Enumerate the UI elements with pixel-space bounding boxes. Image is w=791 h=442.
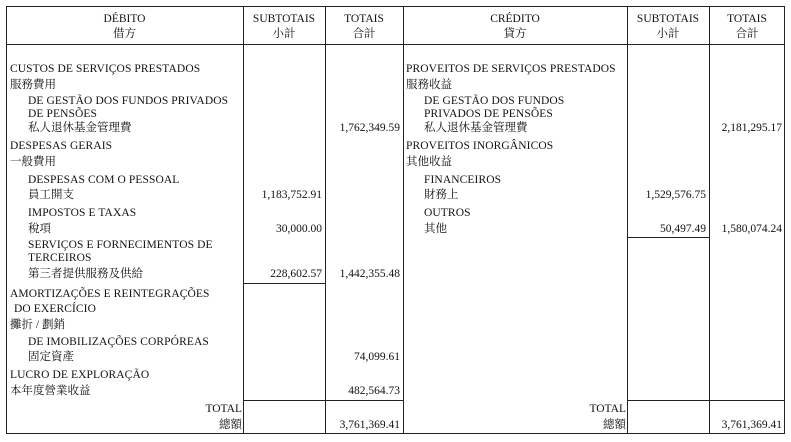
debit-profit: LUCRO DE EXPLORAÇÃO xyxy=(10,369,150,381)
header-totals-zh: 合計 xyxy=(352,28,376,40)
debit-services-costs-zh: 服務費用 xyxy=(10,79,56,91)
debit-third-party-sub: 228,602.57 xyxy=(270,268,322,280)
debit-staff: DESPESAS COM O PESSOAL xyxy=(28,174,180,186)
debit-fixed-total: 74,099.61 xyxy=(354,351,400,363)
debit-services-costs: CUSTOS DE SERVIÇOS PRESTADOS xyxy=(10,63,201,75)
debit-total-label: TOTAL xyxy=(205,403,242,415)
debit-profit-total: 482,564.73 xyxy=(348,385,400,397)
header-credit-totals-zh: 合計 xyxy=(735,28,759,40)
col-divider-debit-total xyxy=(325,6,326,434)
col-divider-credit-total xyxy=(709,6,710,434)
credit-pension-total: 2,181,295.17 xyxy=(721,122,782,134)
credit-others: OUTROS xyxy=(424,207,471,219)
credit-pension-2: PRIVADOS DE PENSÕES xyxy=(424,108,553,120)
header-credit-subtotals: SUBTOTAIS xyxy=(636,13,700,25)
debit-subtotal-rule xyxy=(243,283,325,284)
credit-inorganic: PROVEITOS INORGÂNICOS xyxy=(406,140,554,152)
header-subtotals-zh: 小計 xyxy=(272,28,296,40)
debit-pension-mgmt-zh: 私人退休基金管理費 xyxy=(28,122,132,134)
credit-others-sub: 50,497.49 xyxy=(660,223,706,235)
debit-staff-sub: 1,183,752.91 xyxy=(261,189,322,201)
debit-taxes-sub: 30,000.00 xyxy=(276,223,322,235)
credit-others-zh: 其他 xyxy=(424,223,447,235)
credit-inorganic-zh: 其他收益 xyxy=(406,156,452,168)
debit-taxes-zh: 稅項 xyxy=(28,223,51,235)
credit-grand-total: 3,761,369.41 xyxy=(721,419,782,431)
debit-third-party-zh: 第三者提供服務及供給 xyxy=(28,268,143,280)
debit-total-rule-sub xyxy=(243,400,325,401)
col-divider-debit-sub xyxy=(243,6,244,434)
credit-services-income: PROVEITOS DE SERVIÇOS PRESTADOS xyxy=(406,63,616,75)
col-divider-credit-sub xyxy=(627,6,628,434)
header-subtotals: SUBTOTAIS xyxy=(252,13,316,25)
debit-total-rule xyxy=(325,400,403,401)
debit-third-party-1: SERVIÇOS E FORNECIMENTOS DE xyxy=(28,239,213,251)
credit-financial-sub: 1,529,576.75 xyxy=(645,189,706,201)
header-credit: CRÉDITO xyxy=(490,13,540,25)
credit-total-rule xyxy=(627,400,785,401)
debit-taxes: IMPOSTOS E TAXAS xyxy=(28,207,137,219)
debit-grand-total: 3,761,369.41 xyxy=(339,419,400,431)
header-credit-zh: 貸方 xyxy=(503,28,527,40)
credit-inorganic-total: 1,580,074.24 xyxy=(721,223,782,235)
header-debit-zh: 借方 xyxy=(113,28,136,40)
debit-fixed: DE IMOBILIZAÇÕES CORPÓREAS xyxy=(28,336,209,348)
header-credit-totals: TOTAIS xyxy=(727,13,767,25)
debit-amort-2: DO EXERCÍCIO xyxy=(14,303,97,315)
debit-profit-zh: 本年度營業收益 xyxy=(10,385,91,397)
header-credit-subtotals-zh: 小計 xyxy=(656,28,680,40)
debit-amort-zh: 攤折 / 劃銷 xyxy=(10,319,65,331)
credit-pension-zh: 私人退休基金管理費 xyxy=(424,122,528,134)
debit-staff-zh: 員工開支 xyxy=(28,189,74,201)
col-divider-center xyxy=(403,6,404,434)
header-rule xyxy=(6,44,785,45)
credit-financial: FINANCEIROS xyxy=(424,174,502,186)
debit-pension-mgmt-2: DE PENSÕES xyxy=(28,108,98,120)
debit-third-party-2: TERCEIROS xyxy=(28,252,92,264)
credit-subtotal-rule xyxy=(627,237,709,238)
debit-fixed-zh: 固定資產 xyxy=(28,351,74,363)
header-debit: DÉBITO xyxy=(103,13,146,25)
credit-total-label-zh: 總額 xyxy=(603,419,626,431)
debit-total-label-zh: 總額 xyxy=(219,419,242,431)
debit-general-total: 1,442,355.48 xyxy=(339,268,400,280)
header-totals: TOTAIS xyxy=(344,13,384,25)
debit-amort-1: AMORTIZAÇÕES E REINTEGRAÇÕES xyxy=(10,288,210,300)
credit-financial-zh: 財務上 xyxy=(424,189,459,201)
credit-pension-1: DE GESTÃO DOS FUNDOS xyxy=(424,95,565,107)
credit-total-label: TOTAL xyxy=(589,403,626,415)
credit-services-income-zh: 服務收益 xyxy=(406,79,452,91)
debit-pension-mgmt-1: DE GESTÃO DOS FUNDOS PRIVADOS xyxy=(28,95,229,107)
debit-general-expenses-zh: 一般費用 xyxy=(10,156,56,168)
debit-general-expenses: DESPESAS GERAIS xyxy=(10,140,113,152)
debit-pension-mgmt-total: 1,762,349.59 xyxy=(339,122,400,134)
